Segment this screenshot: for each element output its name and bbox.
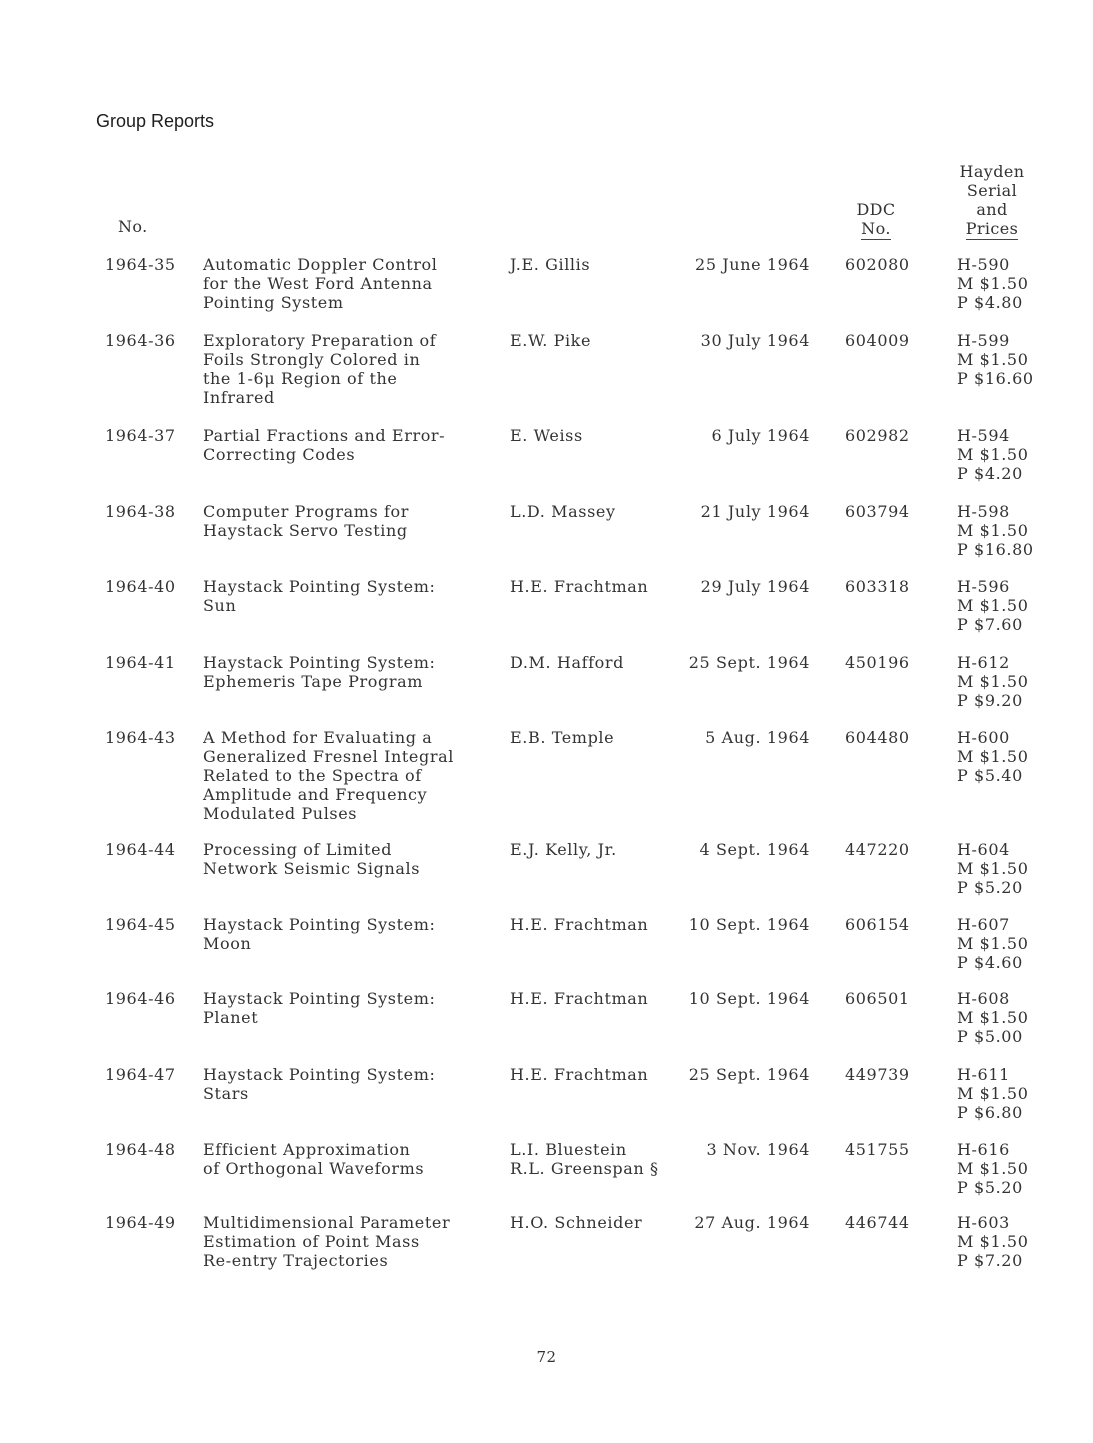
hayden-price-line: P $4.80: [957, 293, 1023, 312]
hayden-price-line: P $5.20: [957, 878, 1023, 897]
hayden-price-line: H-611: [957, 1065, 1010, 1084]
hayden-price-line: M $1.50: [957, 445, 1029, 464]
report-author-line: D.M. Hafford: [510, 653, 624, 672]
report-title-line: the 1-6μ Region of the: [203, 369, 398, 388]
hayden-price-line: M $1.50: [957, 1232, 1029, 1251]
hayden-price-line: P $16.80: [957, 540, 1034, 559]
ddc-number: 446744: [845, 1213, 910, 1232]
report-title-line: Haystack Pointing System:: [203, 1065, 436, 1084]
hayden-price: [957, 989, 1028, 1046]
hayden-price: [957, 1065, 1028, 1122]
report-title-line: Related to the Spectra of: [203, 766, 422, 785]
column-header-no: No.: [118, 217, 148, 236]
hayden-price-line: H-594: [957, 426, 1010, 445]
hayden-price-line: M $1.50: [957, 672, 1029, 691]
hayden-price-line: P $6.80: [957, 1103, 1023, 1122]
report-author-line: E.B. Temple: [510, 728, 615, 747]
report-author: [510, 653, 690, 672]
report-author-line: R.L. Greenspan §: [510, 1159, 659, 1178]
report-title: [203, 915, 493, 953]
report-title-line: Haystack Pointing System:: [203, 653, 436, 672]
hayden-price-line: M $1.50: [957, 274, 1029, 293]
report-author: [510, 426, 690, 445]
hayden-price-line: P $4.20: [957, 464, 1023, 483]
ddc-number: 450196: [845, 653, 910, 672]
report-author: [510, 502, 690, 521]
report-title-line: Multidimensional Parameter: [203, 1213, 451, 1232]
report-author: [510, 577, 690, 596]
ddc-number: 606501: [845, 989, 910, 1008]
report-author-line: H.E. Frachtman: [510, 577, 649, 596]
hayden-price: [957, 577, 1028, 634]
hayden-price: [957, 653, 1028, 710]
hayden-price-line: M $1.50: [957, 934, 1029, 953]
header-hayden-line-2: Serial: [966, 181, 1018, 200]
report-title: [203, 577, 493, 615]
report-title-line: Haystack Pointing System:: [203, 989, 436, 1008]
hayden-price-line: H-604: [957, 840, 1010, 859]
ddc-number: 603318: [845, 577, 910, 596]
report-number: 1964-47: [105, 1065, 176, 1084]
report-date: 21 July 1964: [700, 502, 810, 521]
report-author: [510, 1213, 690, 1232]
report-date: 25 Sept. 1964: [688, 653, 810, 672]
report-title-line: Amplitude and Frequency: [203, 785, 428, 804]
report-title-line: Efficient Approximation: [203, 1140, 411, 1159]
report-author: [510, 331, 690, 350]
report-title-line: Computer Programs for: [203, 502, 409, 521]
report-date: 25 June 1964: [695, 255, 810, 274]
hayden-price-line: P $5.00: [957, 1027, 1023, 1046]
report-title-line: Haystack Servo Testing: [203, 521, 408, 540]
ddc-number: 604009: [845, 331, 910, 350]
hayden-price: [957, 915, 1028, 972]
report-title-line: Processing of Limited: [203, 840, 393, 859]
hayden-price-line: H-599: [957, 331, 1010, 350]
hayden-price-line: P $5.40: [957, 766, 1023, 785]
report-title: [203, 653, 493, 691]
report-title-line: Planet: [203, 1008, 259, 1027]
hayden-price: [957, 840, 1028, 897]
report-title: [203, 502, 493, 540]
hayden-price: [957, 728, 1028, 785]
hayden-price: [957, 331, 1034, 388]
report-author-line: E. Weiss: [510, 426, 583, 445]
ddc-number: 603794: [845, 502, 910, 521]
report-number: 1964-48: [105, 1140, 176, 1159]
report-author-line: E.J. Kelly, Jr.: [510, 840, 617, 859]
report-title-line: Foils Strongly Colored in: [203, 350, 421, 369]
ddc-number: 604480: [845, 728, 910, 747]
report-number: 1964-37: [105, 426, 176, 445]
report-title: [203, 728, 493, 823]
report-title-line: Exploratory Preparation of: [203, 331, 437, 350]
report-author-line: L.I. Bluestein: [510, 1140, 627, 1159]
hayden-price: [957, 426, 1028, 483]
report-date: 10 Sept. 1964: [688, 915, 810, 934]
report-number: 1964-46: [105, 989, 176, 1008]
report-title-line: Ephemeris Tape Program: [203, 672, 424, 691]
report-title: [203, 989, 493, 1027]
hayden-price-line: P $9.20: [957, 691, 1023, 710]
report-title-line: Generalized Fresnel Integral: [203, 747, 454, 766]
report-author: [510, 728, 690, 747]
hayden-price-line: M $1.50: [957, 1159, 1029, 1178]
header-hayden-line-1: Hayden: [959, 162, 1025, 181]
hayden-price: [957, 255, 1028, 312]
report-title: [203, 255, 493, 312]
hayden-price-line: H-607: [957, 915, 1010, 934]
report-author: [510, 255, 690, 274]
hayden-price-line: M $1.50: [957, 596, 1029, 615]
hayden-price: [957, 1140, 1028, 1197]
report-title-line: Estimation of Point Mass: [203, 1232, 420, 1251]
hayden-price-line: M $1.50: [957, 1008, 1029, 1027]
hayden-price-line: M $1.50: [957, 350, 1029, 369]
report-title-line: Infrared: [203, 388, 275, 407]
report-date: 5 Aug. 1964: [705, 728, 810, 747]
report-title-line: Network Seismic Signals: [203, 859, 421, 878]
report-number: 1964-45: [105, 915, 176, 934]
header-hayden-line-3: and: [976, 200, 1008, 219]
hayden-price-line: P $7.20: [957, 1251, 1023, 1270]
report-author-line: L.D. Massey: [510, 502, 616, 521]
report-title-line: Haystack Pointing System:: [203, 577, 436, 596]
report-number: 1964-44: [105, 840, 176, 859]
report-title-line: A Method for Evaluating a: [203, 728, 433, 747]
ddc-number: 447220: [845, 840, 910, 859]
report-date: 30 July 1964: [700, 331, 810, 350]
report-title-line: Automatic Doppler Control: [203, 255, 438, 274]
hayden-price-line: P $7.60: [957, 615, 1023, 634]
hayden-price-line: H-608: [957, 989, 1010, 1008]
report-author-line: H.E. Frachtman: [510, 1065, 649, 1084]
header-hayden-line-4: Prices: [965, 219, 1019, 238]
report-author-line: H.E. Frachtman: [510, 915, 649, 934]
report-title-line: Re-entry Trajectories: [203, 1251, 389, 1270]
report-author-line: E.W. Pike: [510, 331, 592, 350]
hayden-price-line: M $1.50: [957, 747, 1029, 766]
report-title-line: Sun: [203, 596, 237, 615]
report-title-line: Stars: [203, 1084, 249, 1103]
hayden-price-line: M $1.50: [957, 1084, 1029, 1103]
report-author: [510, 1140, 690, 1178]
report-title-line: Modulated Pulses: [203, 804, 358, 823]
report-date: 10 Sept. 1964: [688, 989, 810, 1008]
hayden-price-line: H-612: [957, 653, 1010, 672]
hayden-price-line: M $1.50: [957, 521, 1029, 540]
report-title-line: of Orthogonal Waveforms: [203, 1159, 425, 1178]
hayden-price-line: H-596: [957, 577, 1010, 596]
report-title: [203, 426, 493, 464]
report-title-line: Correcting Codes: [203, 445, 356, 464]
report-number: 1964-43: [105, 728, 176, 747]
ddc-number: 602080: [845, 255, 910, 274]
header-ddc-line-2: No.: [861, 219, 891, 238]
report-date: 4 Sept. 1964: [699, 840, 810, 859]
hayden-price-line: H-590: [957, 255, 1010, 274]
ddc-number: 451755: [845, 1140, 910, 1159]
report-title: [203, 1140, 493, 1178]
report-author-line: J.E. Gillis: [510, 255, 591, 274]
report-title-line: Partial Fractions and Error-: [203, 426, 446, 445]
report-date: 6 July 1964: [711, 426, 810, 445]
hayden-price-line: H-598: [957, 502, 1010, 521]
report-author: [510, 840, 690, 859]
hayden-price-line: H-603: [957, 1213, 1010, 1232]
section-title: Group Reports: [96, 111, 215, 131]
hayden-price-line: H-616: [957, 1140, 1010, 1159]
hayden-price-line: H-600: [957, 728, 1010, 747]
page-number: 72: [536, 1348, 557, 1366]
report-date: 27 Aug. 1964: [694, 1213, 810, 1232]
report-title: [203, 1065, 493, 1103]
column-header-hayden: [952, 162, 1032, 240]
hayden-price-line: P $5.20: [957, 1178, 1023, 1197]
report-author: [510, 1065, 690, 1084]
report-number: 1964-49: [105, 1213, 176, 1232]
ddc-number: 606154: [845, 915, 910, 934]
ddc-number: 602982: [845, 426, 910, 445]
hayden-price-line: P $4.60: [957, 953, 1023, 972]
report-title-line: Moon: [203, 934, 252, 953]
report-title-line: Pointing System: [203, 293, 344, 312]
report-date: 3 Nov. 1964: [706, 1140, 810, 1159]
report-author: [510, 989, 690, 1008]
report-title: [203, 331, 493, 407]
hayden-price: [957, 502, 1034, 559]
ddc-number: 449739: [845, 1065, 910, 1084]
report-title: [203, 1213, 493, 1270]
report-author-line: H.E. Frachtman: [510, 989, 649, 1008]
column-header-ddc: [852, 200, 900, 240]
report-title: [203, 840, 493, 878]
report-number: 1964-40: [105, 577, 176, 596]
report-title-line: Haystack Pointing System:: [203, 915, 436, 934]
report-number: 1964-38: [105, 502, 176, 521]
hayden-price-line: M $1.50: [957, 859, 1029, 878]
report-date: 29 July 1964: [700, 577, 810, 596]
report-date: 25 Sept. 1964: [688, 1065, 810, 1084]
report-number: 1964-36: [105, 331, 176, 350]
report-number: 1964-41: [105, 653, 176, 672]
report-author-line: H.O. Schneider: [510, 1213, 643, 1232]
report-number: 1964-35: [105, 255, 176, 274]
hayden-price: [957, 1213, 1028, 1270]
report-title-line: for the West Ford Antenna: [203, 274, 433, 293]
hayden-price-line: P $16.60: [957, 369, 1034, 388]
header-ddc-line-1: DDC: [856, 200, 896, 219]
report-author: [510, 915, 690, 934]
